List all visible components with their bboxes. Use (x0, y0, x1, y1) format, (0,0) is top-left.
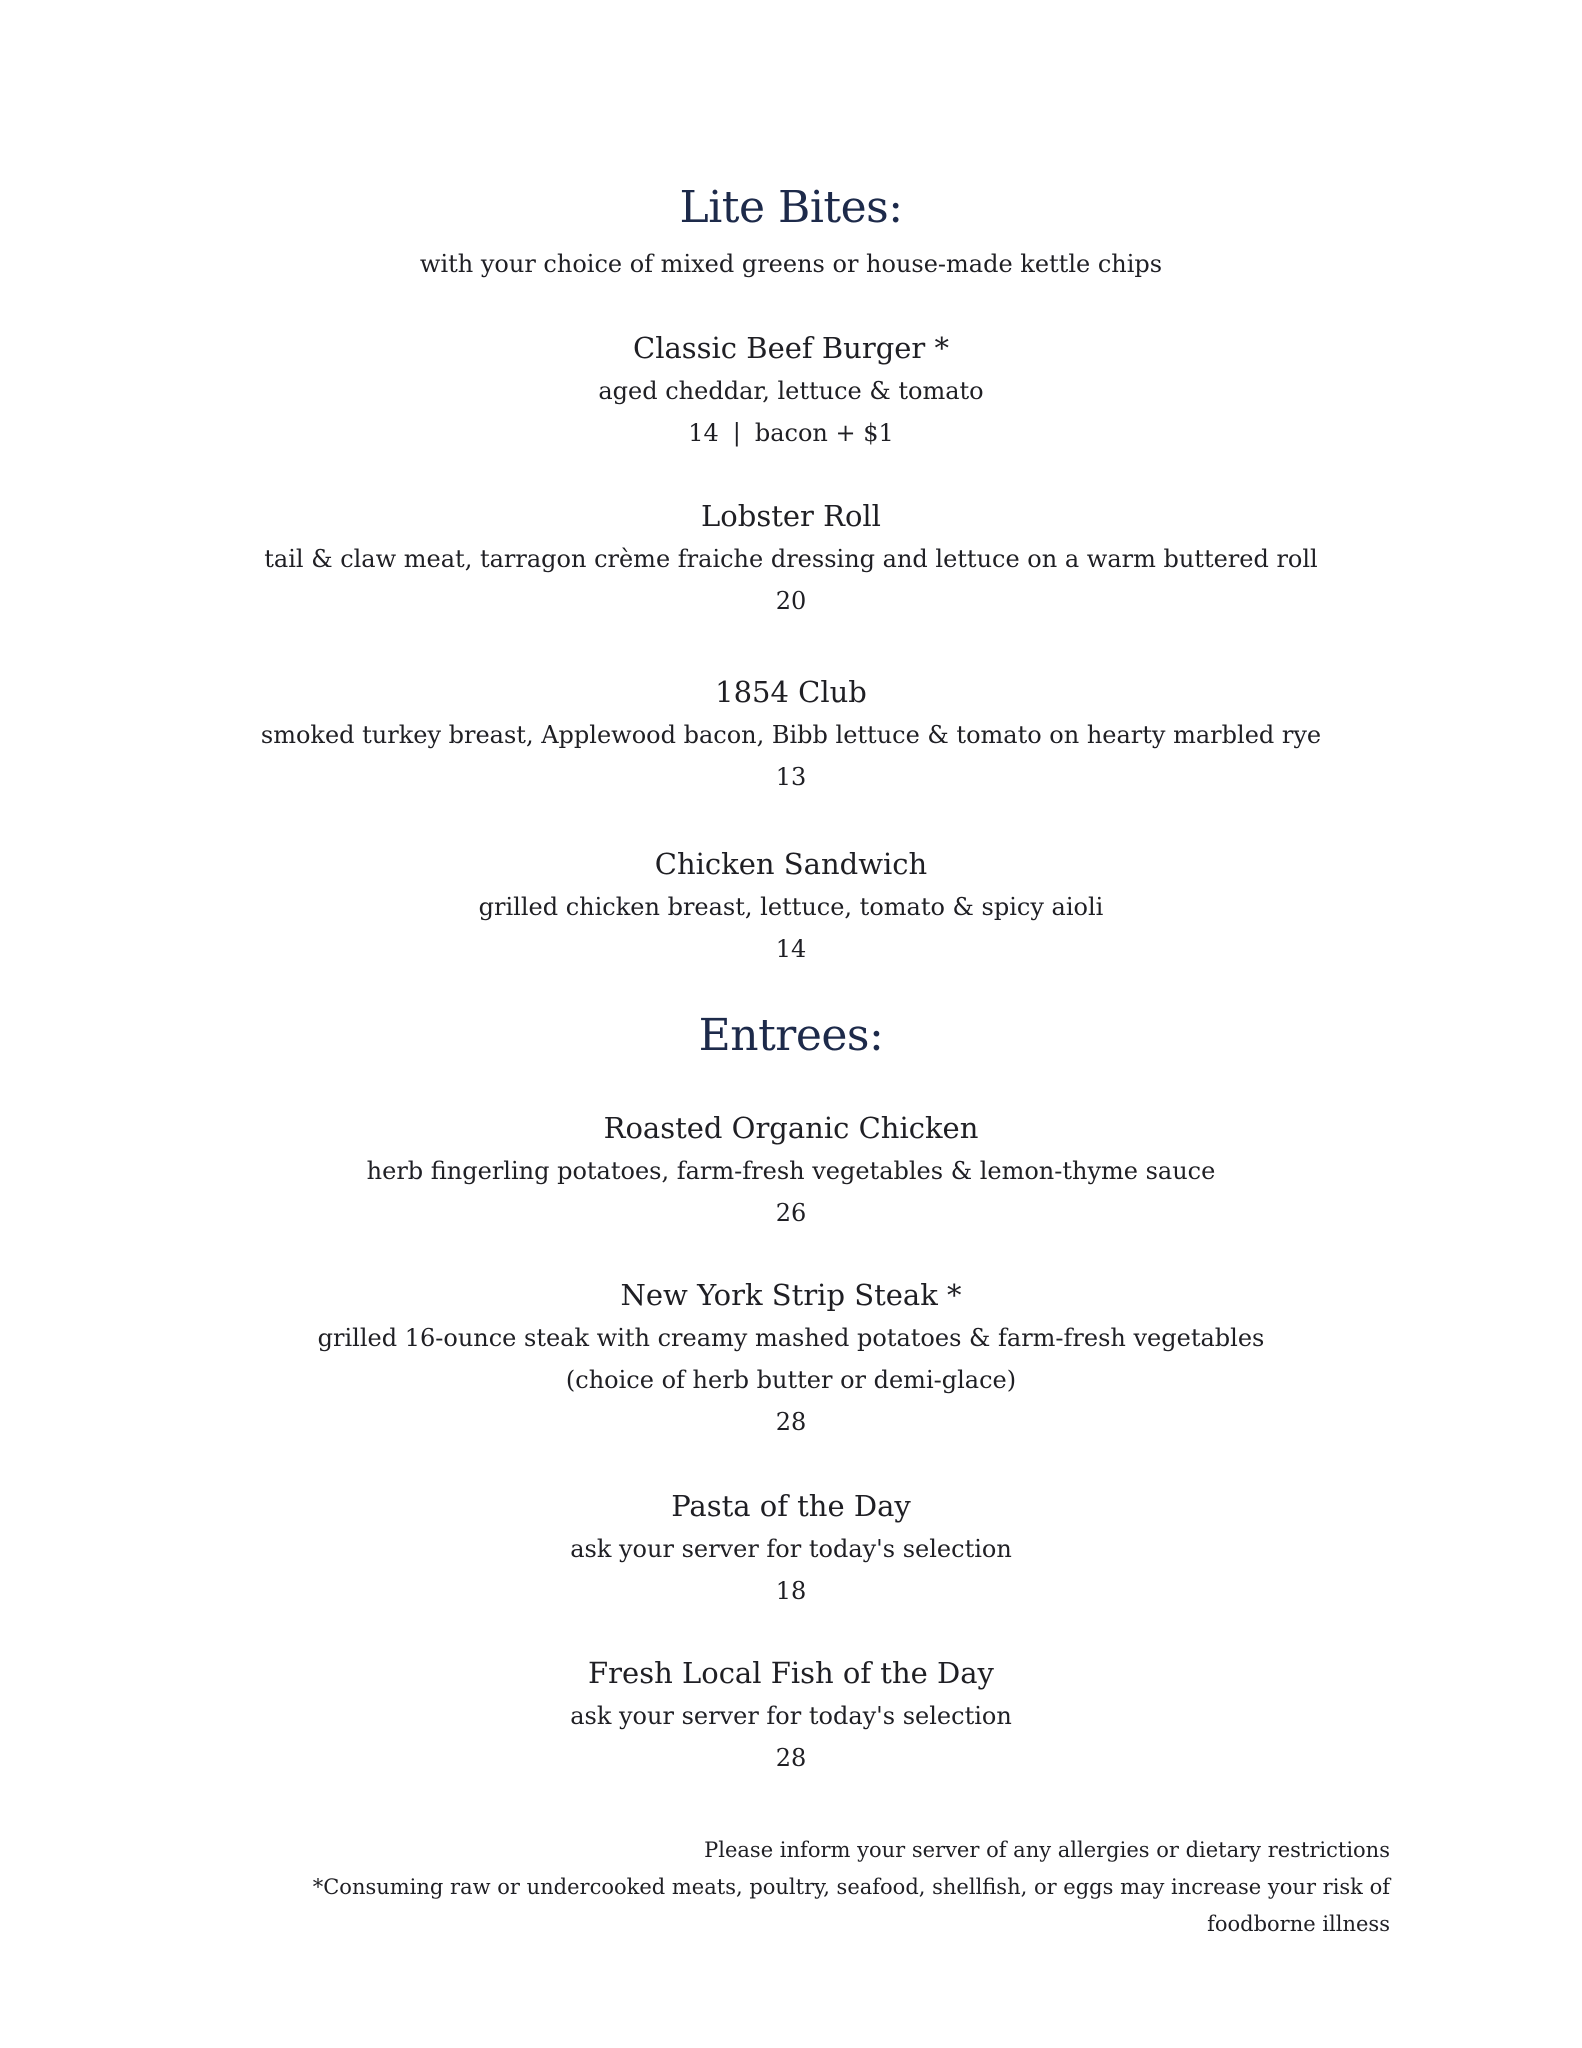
item-description: aged cheddar, lettuce & tomato (598, 377, 984, 405)
item-name: 1854 Club (715, 675, 867, 709)
item-price: 14 (775, 935, 807, 963)
item-price: 18 (775, 1577, 807, 1605)
item-name: Chicken Sandwich (654, 847, 928, 881)
item-name: New York Strip Steak * (620, 1278, 962, 1312)
item-price: 28 (775, 1408, 807, 1436)
item-name: Roasted Organic Chicken (603, 1111, 979, 1145)
entrees-heading: Entrees: (698, 1010, 884, 1061)
item-name: Pasta of the Day (671, 1489, 911, 1523)
menu-item (0, 1273, 1582, 1443)
item-price: 14 (688, 419, 719, 447)
item-price: 20 (775, 587, 807, 615)
menu-item (0, 1651, 1582, 1779)
menu-item (0, 670, 1582, 798)
footnotes (300, 1832, 1390, 1943)
item-price: 28 (775, 1744, 807, 1772)
menu-item (0, 326, 1582, 454)
item-description: tail & claw meat, tarragon crème fraiche dressing and lettuce on a warm buttered roll (264, 545, 1318, 573)
item-price-line (0, 412, 1582, 454)
lite-bites-subtitle: with your choice of mixed greens or house-made kettle chips (419, 250, 1163, 278)
menu-item (0, 1106, 1582, 1234)
item-description: ask your server for today's selection (570, 1535, 1012, 1563)
item-name: Fresh Local Fish of the Day (588, 1656, 994, 1690)
lite-bites-heading: Lite Bites: (679, 182, 903, 233)
item-name: Lobster Roll (701, 499, 881, 533)
menu-item (0, 1484, 1582, 1612)
item-description: grilled 16-ounce steak with creamy mashed potatoes & farm-fresh vegetables (317, 1324, 1265, 1352)
item-description-secondary: (choice of herb butter or demi-glace) (565, 1366, 1017, 1394)
item-description: ask your server for today's selection (570, 1702, 1012, 1730)
item-description: herb fingerling potatoes, farm-fresh vegetables & lemon-thyme sauce (366, 1157, 1216, 1185)
item-price: 13 (775, 763, 807, 791)
menu-item (0, 494, 1582, 622)
item-price: 26 (775, 1199, 807, 1227)
price-separator: | (732, 419, 741, 447)
menu-item (0, 842, 1582, 970)
item-name: Classic Beef Burger * (633, 331, 949, 365)
consumption-advisory: *Consuming raw or undercooked meats, poultry, seafood, shellfish, or eggs may increase your risk of foodborne illness (312, 1875, 1390, 1936)
item-price-extra: bacon + $1 (754, 419, 894, 447)
item-description: grilled chicken breast, lettuce, tomato & spicy aioli (478, 893, 1104, 921)
item-description: smoked turkey breast, Applewood bacon, Bibb lettuce & tomato on hearty marbled rye (260, 721, 1322, 749)
allergy-notice: Please inform your server of any allergies or dietary restrictions (704, 1838, 1390, 1862)
